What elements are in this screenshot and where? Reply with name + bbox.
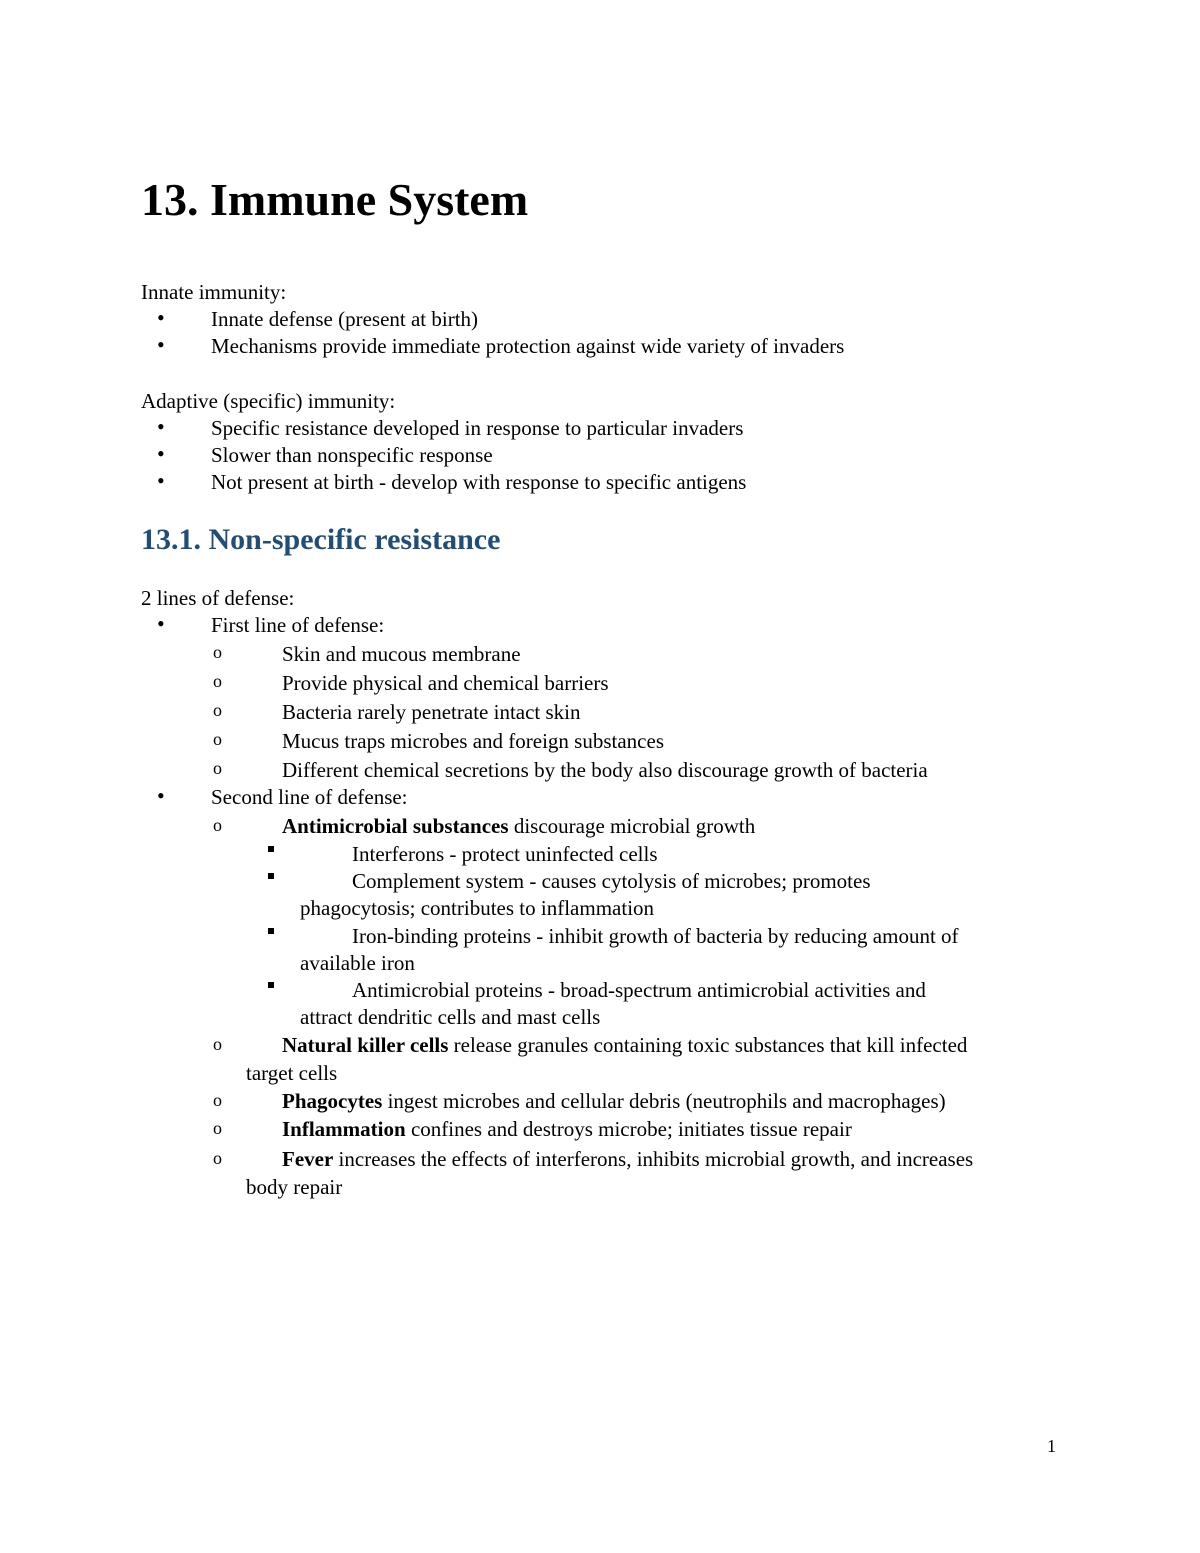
bullet-circle-icon: o [213, 1148, 222, 1168]
bullet-disc-icon: • [157, 783, 165, 808]
list-item-nk-cells [282, 1031, 967, 1059]
list-item: Skin and mucous membrane [282, 642, 521, 666]
bullet-disc-icon: • [157, 441, 165, 466]
list-item: Mechanisms provide immediate protection against wide variety of invaders [211, 334, 845, 358]
bullet-square-icon [268, 928, 274, 934]
bullet-square-icon [268, 982, 274, 988]
bullet-circle-icon: o [213, 642, 222, 662]
sub-list-item: Iron-binding proteins - inhibit growth of bacteria by reducing amount of [352, 924, 959, 948]
innate-heading: Innate immunity: [141, 280, 287, 304]
sub-list-item-continued: available iron [300, 951, 415, 975]
bullet-circle-icon: o [213, 1090, 222, 1110]
page-title: 13. Immune System [141, 174, 529, 225]
first-line-label: First line of defense: [211, 613, 385, 637]
bullet-circle-icon: o [213, 700, 222, 720]
bullet-circle-icon: o [213, 815, 222, 835]
bullet-disc-icon: • [157, 305, 165, 330]
list-item-antimicrobial [282, 812, 755, 840]
list-item: Provide physical and chemical barriers [282, 671, 609, 695]
bullet-square-icon [268, 846, 274, 852]
term-bold: Inflammation [282, 1117, 406, 1141]
bullet-circle-icon: o [213, 1034, 222, 1054]
list-item-fever [282, 1145, 973, 1173]
bullet-disc-icon: • [157, 468, 165, 493]
list-item-phagocytes [282, 1087, 946, 1115]
term-bold: Antimicrobial substances [282, 814, 509, 838]
adaptive-heading: Adaptive (specific) immunity: [141, 389, 396, 413]
term-description: confines and destroys microbe; initiates tissue repair [405, 1117, 852, 1141]
bullet-disc-icon: • [157, 332, 165, 357]
bullet-square-icon [268, 873, 274, 879]
term-bold: Natural killer cells [282, 1033, 449, 1057]
bullet-circle-icon: o [213, 1118, 222, 1138]
section-intro: 2 lines of defense: [141, 586, 295, 610]
sub-list-item-continued: phagocytosis; contributes to inflammation [300, 896, 655, 920]
list-item: Different chemical secretions by the body also discourage growth of bacteria [282, 758, 928, 782]
list-item: Slower than nonspecific response [211, 443, 493, 467]
bullet-disc-icon: • [157, 414, 165, 439]
term-description: increases the effects of interferons, inhibits microbial growth, and increases [333, 1147, 974, 1171]
bullet-disc-icon: • [157, 611, 165, 636]
sub-list-item-continued: attract dendritic cells and mast cells [300, 1005, 601, 1029]
bullet-circle-icon: o [213, 671, 222, 691]
term-bold: Fever [282, 1147, 334, 1171]
list-item: Specific resistance developed in response to particular invaders [211, 416, 744, 440]
second-line-label: Second line of defense: [211, 785, 408, 809]
sub-list-item: Antimicrobial proteins - broad-spectrum antimicrobial activities and [352, 978, 926, 1002]
term-description: ingest microbes and cellular debris (neutrophils and macrophages) [382, 1089, 946, 1113]
bullet-circle-icon: o [213, 729, 222, 749]
list-item: Mucus traps microbes and foreign substances [282, 729, 664, 753]
list-item: Innate defense (present at birth) [211, 307, 479, 331]
list-item-continued: target cells [246, 1061, 338, 1085]
term-description: release granules containing toxic substances that kill infected [448, 1033, 968, 1057]
list-item-continued: body repair [246, 1175, 343, 1199]
bullet-circle-icon: o [213, 758, 222, 778]
page-number: 1 [1047, 1436, 1056, 1456]
list-item: Not present at birth - develop with response to specific antigens [211, 470, 747, 494]
sub-list-item: Interferons - protect uninfected cells [352, 842, 658, 866]
sub-list-item: Complement system - causes cytolysis of microbes; promotes [352, 869, 871, 893]
term-bold: Phagocytes [282, 1089, 383, 1113]
list-item-inflammation [282, 1115, 852, 1143]
section-heading: 13.1. Non-specific resistance [141, 523, 501, 556]
term-description: discourage microbial growth [508, 814, 756, 838]
list-item: Bacteria rarely penetrate intact skin [282, 700, 581, 724]
